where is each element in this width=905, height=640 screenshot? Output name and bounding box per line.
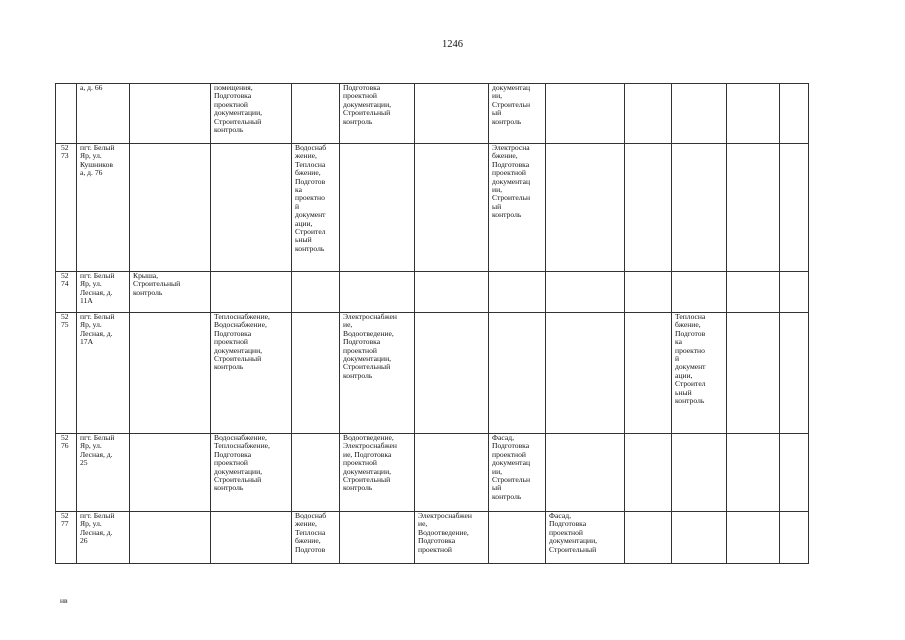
row-number-cell: 52 76 [56, 434, 77, 512]
work-cell [340, 272, 415, 313]
work-cell [130, 313, 211, 434]
work-cell [211, 272, 292, 313]
work-cell [130, 434, 211, 512]
work-cell [489, 272, 546, 313]
work-cell: Подготовка проектной документации, Строительный контроль [340, 84, 415, 144]
work-cell [672, 512, 727, 564]
table-row [56, 84, 809, 144]
work-cell: Крыша, Строительный контроль [130, 272, 211, 313]
row-number-cell: 52 74 [56, 272, 77, 313]
address-cell: пгт. Белый Яр, ул. Кушников а, д. 76 [77, 144, 130, 272]
work-cell [211, 512, 292, 564]
work-cell [415, 313, 489, 434]
work-cell [625, 434, 672, 512]
row-number-cell: 52 73 [56, 144, 77, 272]
work-cell: Теплосна бжение, Подготов ка проектно й документ ации, Строител ьный контроль [672, 313, 727, 434]
work-cell [780, 144, 809, 272]
work-cell: Электроснабжен ие, Водоотведение, Подготовка проектной [415, 512, 489, 564]
work-cell: Электроснабжен ие, Водоотведение, Подготовка проектной документации, Строительный контроль [340, 313, 415, 434]
work-cell [340, 512, 415, 564]
work-cell: Водоснабжение, Теплоснабжение, Подготовка проектной документации, Строительный контроль [211, 434, 292, 512]
address-cell: пгт. Белый Яр, ул. Лесная, д. 11А [77, 272, 130, 313]
work-cell: Водоотведение, Электроснабжен ие, Подготовка проектной документации, Строительный контроль [340, 434, 415, 512]
work-cell [130, 84, 211, 144]
work-cell [625, 144, 672, 272]
work-cell [625, 272, 672, 313]
work-cell [727, 313, 780, 434]
table-row [56, 434, 809, 512]
work-cell [292, 434, 340, 512]
work-cell [727, 512, 780, 564]
work-cell: Фасад, Подготовка проектной документации, Строительный [546, 512, 625, 564]
address-cell: а, д. 66 [77, 84, 130, 144]
work-cell [130, 144, 211, 272]
work-cell [489, 313, 546, 434]
work-cell: Электросна бжение, Подготовка проектной документац ии, Строительн ый контроль [489, 144, 546, 272]
address-cell: пгт. Белый Яр, ул. Лесная, д. 26 [77, 512, 130, 564]
work-cell [546, 144, 625, 272]
works-table [55, 83, 809, 564]
row-number-cell: 52 75 [56, 313, 77, 434]
work-cell [780, 434, 809, 512]
work-cell: документац ии, Строительн ый контроль [489, 84, 546, 144]
work-cell [625, 512, 672, 564]
address-cell: пгт. Белый Яр, ул. Лесная, д. 25 [77, 434, 130, 512]
work-cell [546, 84, 625, 144]
work-cell [780, 272, 809, 313]
work-cell [780, 512, 809, 564]
table-row [56, 512, 809, 564]
work-cell [415, 144, 489, 272]
work-cell [672, 272, 727, 313]
work-cell [415, 84, 489, 144]
work-cell [672, 434, 727, 512]
work-cell [292, 272, 340, 313]
table-row [56, 313, 809, 434]
table-row [56, 144, 809, 272]
work-cell: Водоснаб жение, Теплосна бжение, Подготов ка проектно й документ ации, Строител ьный контроль [292, 144, 340, 272]
row-number-cell [56, 84, 77, 144]
work-cell [727, 84, 780, 144]
work-cell [546, 272, 625, 313]
work-cell: помещения, Подготовка проектной документации, Строительный контроль [211, 84, 292, 144]
work-cell [415, 434, 489, 512]
work-cell [130, 512, 211, 564]
footer-mark: нв [60, 596, 68, 605]
address-cell: пгт. Белый Яр, ул. Лесная, д. 17А [77, 313, 130, 434]
table-row [56, 272, 809, 313]
work-cell: Фасад, Подготовка проектной документац ии, Строительн ый контроль [489, 434, 546, 512]
work-cell [292, 84, 340, 144]
work-cell [625, 313, 672, 434]
work-cell [546, 434, 625, 512]
work-cell [340, 144, 415, 272]
work-cell [727, 144, 780, 272]
work-cell [625, 84, 672, 144]
work-cell [211, 144, 292, 272]
work-cell [780, 84, 809, 144]
work-cell [546, 313, 625, 434]
work-cell [672, 84, 727, 144]
work-cell [489, 512, 546, 564]
work-cell [415, 272, 489, 313]
row-number-cell: 52 77 [56, 512, 77, 564]
work-cell: Теплоснабжение, Водоснабжение, Подготовка проектной документации, Строительный контроль [211, 313, 292, 434]
work-cell [727, 434, 780, 512]
work-cell [292, 313, 340, 434]
work-cell [727, 272, 780, 313]
work-cell: Водоснаб жение, Теплосна бжение, Подготов [292, 512, 340, 564]
page-number: 1246 [442, 39, 463, 50]
work-cell [672, 144, 727, 272]
work-cell [780, 313, 809, 434]
